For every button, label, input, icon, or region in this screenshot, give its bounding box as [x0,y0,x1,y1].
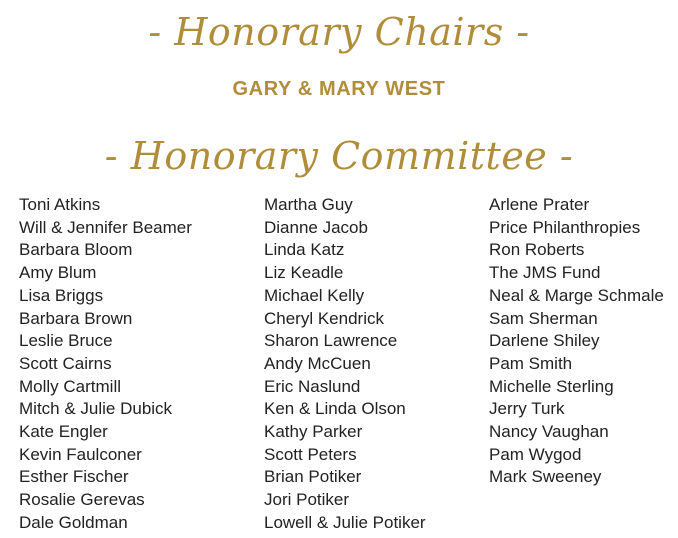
committee-member: Will & Jennifer Beamer [19,217,192,237]
committee-member: Amy Blum [19,263,97,283]
committee-member: The JMS Fund [489,263,601,283]
committee-member: Jerry Turk [489,399,565,419]
committee-member: Lowell & Julie Potiker [264,512,426,532]
committee-column-3 [489,194,664,489]
committee-member: Linda Katz [264,240,345,260]
committee-member: Rosalie Gerevas [19,490,145,510]
committee-member: Ken & Linda Olson [264,399,406,419]
committee-member: Mitch & Julie Dubick [19,399,173,419]
committee-member: Scott Cairns [19,353,112,373]
committee-member: Lisa Briggs [19,285,104,305]
committee-member: Michael Kelly [264,285,365,305]
committee-member: Jori Potiker [264,490,350,510]
committee-member: Kathy Parker [264,422,363,442]
committee-member: Kate Engler [19,422,108,442]
committee-member: Eric Naslund [264,376,361,396]
committee-member: Barbara Bloom [19,240,133,260]
committee-member: Dianne Jacob [264,217,368,237]
committee-member: Michelle Sterling [489,376,614,396]
committee-member: Esther Fischer [19,467,129,487]
committee-member: Cheryl Kendrick [264,308,384,328]
honorary-chairs-heading: - Honorary Chairs - [148,10,530,54]
committee-member: Scott Peters [264,444,357,464]
committee-member: Dale Goldman [19,512,128,532]
committee-member: Ron Roberts [489,240,585,260]
committee-member: Martha Guy [264,195,353,214]
committee-member: Brian Potiker [264,467,362,487]
committee-member: Arlene Prater [489,195,590,214]
committee-member: Andy McCuen [264,353,371,373]
committee-member: Neal & Marge Schmale [489,285,664,305]
committee-member: Darlene Shiley [489,331,600,351]
committee-member: Mark Sweeney [489,467,602,487]
committee-member: Nancy Vaughan [489,422,609,442]
honorary-committee-heading: - Honorary Committee - [104,134,574,178]
committee-column-2 [264,194,426,535]
committee-member: Molly Cartmill [19,376,121,396]
committee-column-1 [19,194,192,535]
committee-member: Liz Keadle [264,263,344,283]
committee-member: Pam Wygod [489,444,582,464]
committee-member: Barbara Brown [19,308,133,328]
committee-member: Sam Sherman [489,308,598,328]
committee-member: Price Philanthropies [489,217,641,237]
honorary-chairs-names: GARY & MARY WEST [232,78,446,100]
committee-member: Leslie Bruce [19,331,113,351]
committee-member: Pam Smith [489,353,573,373]
committee-member: Sharon Lawrence [264,331,398,351]
committee-member: Kevin Faulconer [19,444,142,464]
committee-member: Toni Atkins [19,195,101,214]
